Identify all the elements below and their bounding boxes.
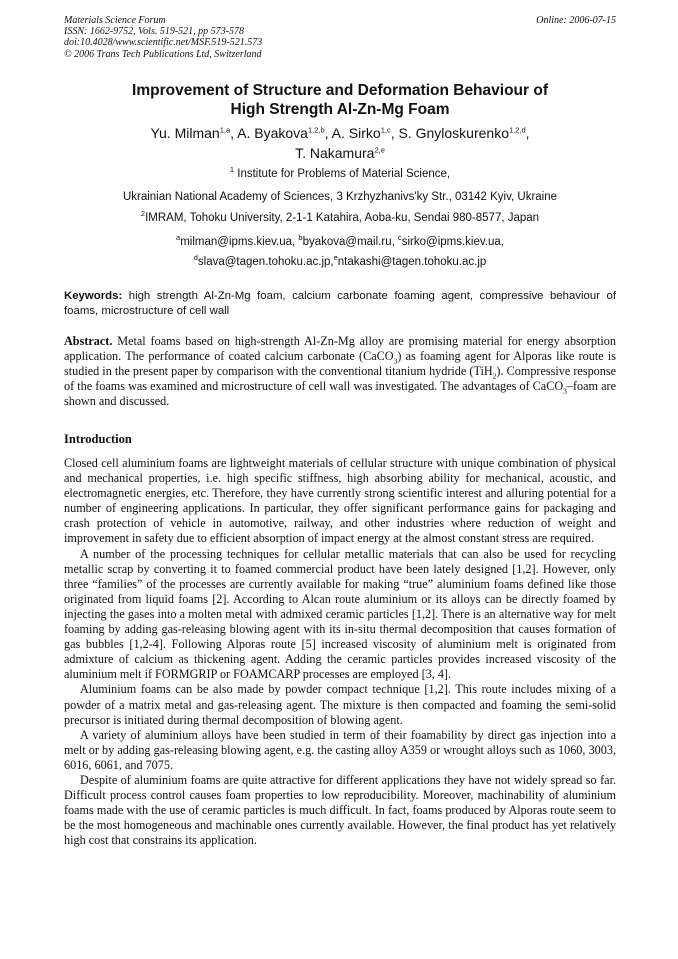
introduction-heading: Introduction xyxy=(64,432,132,446)
author: S. Gnyloskurenko$^{1,2,d}$, xyxy=(398,125,530,141)
email-sirko: sirko@ipms.kiev.ua, xyxy=(401,236,504,248)
title-line-1: Improvement of Structure and Deformation Behaviour of xyxy=(132,82,548,99)
keywords-label: Keywords: xyxy=(64,290,123,302)
copyright-line: © 2006 Trans Tech Publications Ltd, Switzerland xyxy=(64,48,262,60)
journal-name: Materials Science Forum xyxy=(64,15,166,26)
email-line-1: $^a$milman@ipms.kiev.ua, $^b$byakova@mail.ru, $^c$sirko@ipms.kiev.ua, xyxy=(176,233,504,248)
author: T. Nakamura$^{2,e}$ xyxy=(295,145,385,161)
abstract: Abstract. Metal foams based on high-strength Al-Zn-Mg alloy are promising material for energy absorption application. The performance of coated calcium carbonate (CaCO$_3$) as foaming agent for Alporas like route is studied in the present paper by comparison with the conventional titanium hydride (TiH$_2$). Compressive response of the foams was examined and microstructure of cell wall was investigated. The advantages of CaCO$_3$–foam are shown and discussed. xyxy=(64,334,617,409)
paper-title xyxy=(64,81,616,119)
author-list xyxy=(64,123,616,163)
abstract-label: Abstract. xyxy=(64,334,113,348)
affiliation-1: $^1$ Institute for Problems of Material Science, xyxy=(229,165,451,180)
introduction-body xyxy=(64,456,616,848)
author: A. Sirko$^{1,c}$, xyxy=(331,125,399,141)
email-ntakashi: ntakashi@tagen.tohoku.ac.jp xyxy=(337,256,487,268)
online-date: Online: 2006-07-15 xyxy=(536,15,616,26)
email-byakova: byakova@mail.ru, xyxy=(302,236,398,248)
journal-header xyxy=(64,15,616,60)
paragraph: Aluminium foams can be also made by powder compact technique [1,2]. This route includes mixing of a powder of a matrix metal and gas-releasing agent. The mixture is then compacted and foaming the semi-solid precursor is initiated during thermal decomposition of blowing agent. xyxy=(64,682,616,727)
email-milman: milman@ipms.kiev.ua, xyxy=(180,236,299,248)
title-line-2: High Strength Al-Zn-Mg Foam xyxy=(230,101,450,118)
paragraph: Despite of aluminium foams are quite attractive for different applications they have not widely spread so far. Difficult process control causes foam properties to low reproducibility. Moreover, machinability of aluminium foams made with the use of ceramic particles is much difficult. In fact, foams produced by Alporas route seem to be the most homogeneous and machinable ones currently available. However, the final product has yet relatively high cost that constrains its application. xyxy=(64,772,616,848)
keywords xyxy=(64,289,616,319)
issn-line: ISSN: 1662-9752, Vols. 519-521, pp 573-578 xyxy=(64,26,244,38)
doi-line: doi:10.4028/www.scientific.net/MSF.519-521.573 xyxy=(64,37,263,49)
author: A. Byakova$^{1,2,b}$, xyxy=(237,125,332,141)
paragraph: A variety of aluminium alloys have been studied in term of their foamability by direct gas injection into a melt or by adding gas-releasing blowing agent, e.g. the casting alloy A359 or wrought alloys such as 1060, 3003, 6016, 6061, and 7075. xyxy=(64,727,616,772)
affiliation-2: $^2$IMRAM, Tohoku University, 2-1-1 Katahira, Aoba-ku, Sendai 980-8577, Japan xyxy=(140,209,540,224)
email-slava: slava@tagen.tohoku.ac.jp, xyxy=(197,256,334,268)
affiliation-1-address: Ukrainian National Academy of Sciences, 3 Krzhyzhanivs'ky Str., 03142 Kyiv, Ukraine xyxy=(122,191,558,203)
author: Yu. Milman$^{1,a}$, xyxy=(150,125,238,141)
keywords-text: high strength Al-Zn-Mg foam, calcium carbonate foaming agent, compressive behaviour of foams, microstructure of cell wall xyxy=(64,290,616,317)
paragraph: Closed cell aluminium foams are lightweight materials of cellular structure with unique combination of physical and mechanical properties, i.e. high specific stiffness, high absorbing ability for mechanical, acoustic, and electromagnetic energies, etc. Therefore, they have currently strong scientific interest and alluring potential for a number of engineering applications. In particular, they offer significant performance gains for packaging and crash protection of vehicle in automotive, railway, and other industries where reduction of weight and improvement in safety due to efficient absorption of impact energy at the almost constant stress are required. xyxy=(64,456,616,546)
paragraph: A number of the processing techniques for cellular metallic materials that can also be used for recycling metallic scrap by converting it to foamed commercial product have been lately designed [1,2]. However, only three “families” of the processes are currently available for making “true” aluminium foams defined like those originated from liquid foams [2]. According to Alcan route aluminium or its alloys can be directly foamed by injecting the gases into a molten metal with admixed ceramic particles [1,2]. There is an alternative way for melt foaming by adding gas-releasing blowing agent with its in-situ thermal decomposition that causes formation of gas bubbles [1,2-4]. Following Alporas route [5] increased viscosity of aluminium melt is originated from admixture of calcium as thickening agent. Adding the ceramic particles provides increased viscosity of the aluminium melt if FORMGRIP or FOAMCARP processes are employed [3, 4]. xyxy=(64,546,616,682)
email-line-2: $^d$slava@tagen.tohoku.ac.jp,$^e$ntakashi@tagen.tohoku.ac.jp xyxy=(193,253,487,268)
